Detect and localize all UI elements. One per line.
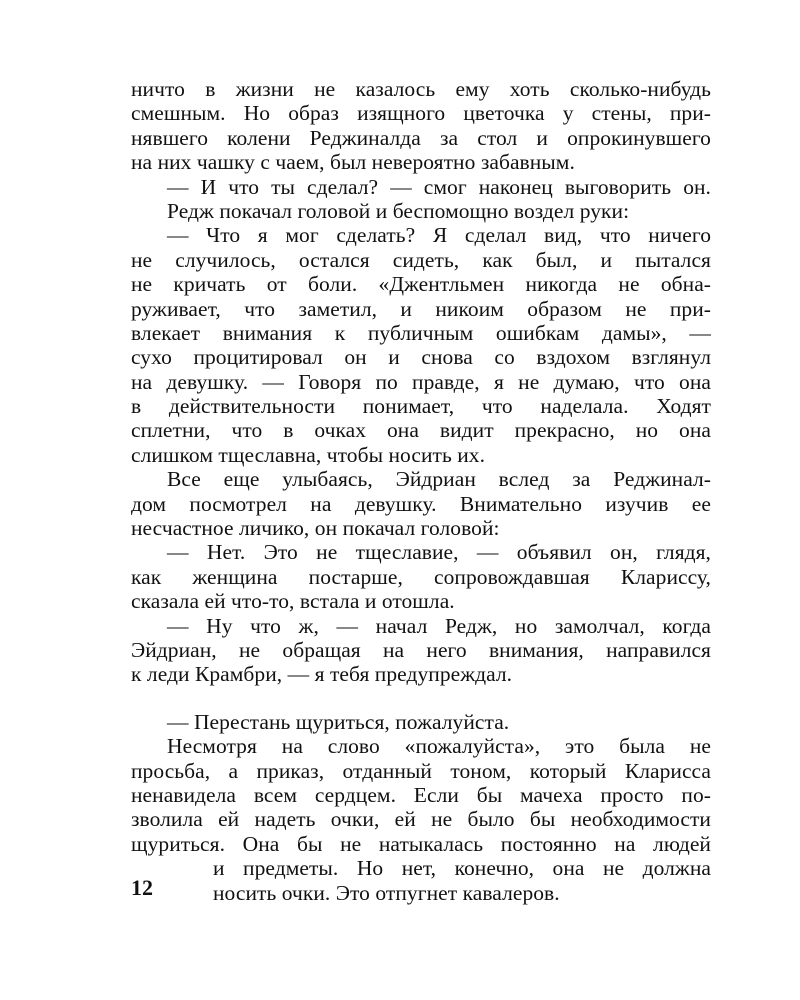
text-line: сказала ей что-то, встала и отошла. [131,589,455,614]
text-line: сплетни, что в очках она видит прекрасно, но она [131,418,711,443]
text-line: сухо процитировал он и снова со вздохом взглянул [131,345,711,370]
text-line: щуриться. Она бы не натыкалась постоянно на людей [131,831,711,856]
text-line: влекает внимания к публичным ошибкам дамы», — [131,320,711,345]
text-line: нявшего колени Реджиналда за стол и опрокинувшего [131,125,711,150]
text-line: слишком тщеславна, чтобы носить их. [131,442,486,467]
text-line: смешным. Но образ изящного цветочка у стены, при- [131,101,711,126]
text-line: на девушку. — Говоря по правде, я не думаю, что она [131,369,711,394]
text-line: — Что я мог сделать? Я сделал вид, что ничего [167,223,711,248]
text-line: ничто в жизни не казалось ему хоть сколько-нибудь [131,77,711,101]
text-line: зволила ей надеть очки, ей не было бы необходимости [131,807,711,832]
text-line: и предметы. Но нет, конечно, она не должна [213,856,711,881]
text-line: Несмотря на слово «пожалуйста», это была не [167,734,711,759]
text-line: руживает, что заметил, и никоим образом не при- [131,296,711,321]
text-line: — Нет. Это не тщеславие, — объявил он, глядя, [167,540,711,565]
text-line: Эйдриан, не обращая на него внимания, направился [131,637,711,662]
text-line: просьба, а приказ, отданный тоном, который Кларисса [131,758,711,783]
text-line: — Перестань щуриться, пожалуйста. [167,709,510,734]
text-line: к леди Крамбри, — я тебя предупреждал. [131,662,513,687]
text-line: Все еще улыбаясь, Эйдриан вслед за Реджинал- [167,467,711,492]
text-line: Редж покачал головой и беспомощно воздел руки: [167,198,630,223]
page-number: 12 [131,875,153,900]
text-line: как женщина постарше, сопровождавшая Клариссу, [131,564,711,589]
text-line: не случилось, остался сидеть, как был, и пытался [131,247,711,272]
text-line: — И что ты сделал? — смог наконец выговорить он. [167,174,711,199]
text-line: ненавидела всем сердцем. Если бы мачеха просто по- [131,782,711,807]
text-line: несчастное личико, он покачал головой: [131,516,500,541]
text-line: на них чашку с чаем, был невероятно забавным. [131,150,575,175]
body-text [131,77,711,905]
text-line: — Ну что ж, — начал Редж, но замолчал, когда [167,613,711,638]
text-line: в действительности понимает, что наделала. Ходят [131,394,711,419]
text-line: дом посмотрел на девушку. Внимательно изучив ее [131,491,711,516]
section-break [131,687,711,710]
text-line: не кричать от боли. «Джентльмен никогда не обна- [131,272,711,297]
text-line: носить очки. Это отпугнет кавалеров. [213,880,560,905]
